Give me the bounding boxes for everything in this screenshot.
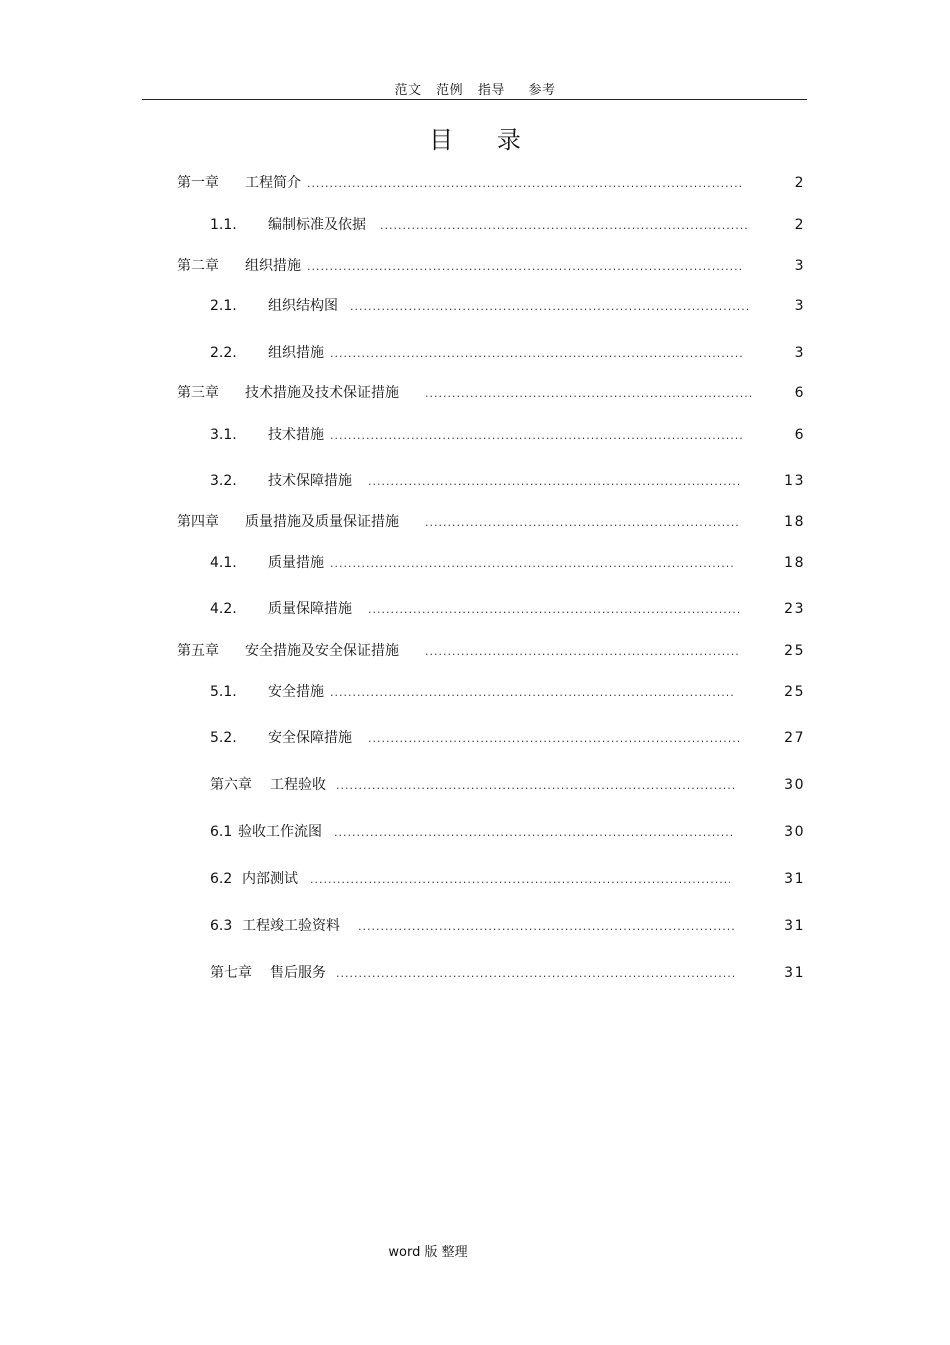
toc-entry-number: 第六章: [210, 777, 252, 793]
toc-entry-page: 18: [784, 514, 805, 530]
toc-entry-number: 5.2.: [210, 730, 237, 746]
toc-dot-leader: [336, 964, 734, 984]
toc-entry[interactable]: [210, 682, 805, 702]
toc-entry-number: 6.1: [210, 824, 233, 840]
toc-entry-label: 安全措施及安全保证措施: [245, 643, 399, 659]
toc-entry-number: 1.1.: [210, 217, 237, 233]
toc-entry[interactable]: [177, 512, 805, 532]
toc-entry[interactable]: [210, 425, 805, 445]
toc-dot-leader: [330, 683, 734, 703]
toc-entry-label: 质量措施: [268, 555, 324, 571]
toc-entry-page: 31: [784, 871, 805, 887]
toc-entry-number: 4.1.: [210, 555, 237, 571]
toc-entry-number: 6.3: [210, 918, 233, 934]
toc-entry[interactable]: [210, 471, 805, 491]
toc-dot-leader: [310, 870, 730, 890]
toc-dot-leader: [350, 297, 748, 317]
toc-entry-page: 6: [794, 427, 805, 443]
toc-dot-leader: [358, 917, 734, 937]
toc-entry-number: 2.2.: [210, 345, 237, 361]
toc-entry-number: 2.1.: [210, 298, 237, 314]
toc-entry-number: 6.2: [210, 871, 233, 887]
toc-entry-label: 组织措施: [245, 258, 301, 274]
header-item: 范文: [394, 83, 422, 98]
toc-entry-number: 第三章: [177, 385, 219, 401]
toc-entry-page: 23: [784, 601, 805, 617]
toc-entry[interactable]: [210, 775, 805, 795]
toc-entry[interactable]: [210, 599, 805, 619]
toc-dot-leader: [368, 729, 740, 749]
toc-entry-page: 13: [784, 473, 805, 489]
toc-entry-label: 验收工作流图: [238, 824, 322, 840]
toc-title-char: 目: [429, 126, 454, 154]
toc-dot-leader: [307, 257, 743, 277]
toc-entry-label: 技术措施: [268, 427, 324, 443]
toc-entry-page: 2: [794, 217, 805, 233]
toc-entry[interactable]: [177, 256, 805, 276]
toc-entry-number: 第四章: [177, 514, 219, 530]
toc-dot-leader: [307, 174, 743, 194]
toc-dot-leader: [425, 513, 741, 533]
toc-entry-number: 第二章: [177, 258, 219, 274]
toc-dot-leader: [425, 642, 741, 662]
toc-entry[interactable]: [210, 916, 805, 936]
toc-dot-leader: [330, 554, 734, 574]
toc-entry[interactable]: [210, 963, 805, 983]
toc-dot-leader: [336, 776, 734, 796]
toc-entry-number: 第五章: [177, 643, 219, 659]
toc-dot-leader: [330, 344, 744, 364]
toc-entry-page: 31: [784, 965, 805, 981]
toc-entry-label: 技术措施及技术保证措施: [245, 385, 399, 401]
toc-entry[interactable]: [210, 728, 805, 748]
toc-dot-leader: [330, 426, 744, 446]
toc-dot-leader: [368, 472, 740, 492]
toc-entry[interactable]: [177, 383, 805, 403]
toc-entry-label: 技术保障措施: [268, 473, 352, 489]
toc-entry[interactable]: [210, 822, 805, 842]
toc-dot-leader: [425, 384, 751, 404]
toc-entry-label: 工程验收: [270, 777, 326, 793]
toc-dot-leader: [380, 216, 750, 236]
toc-entry-page: 2: [794, 175, 805, 191]
toc-entry-number: 3.2.: [210, 473, 237, 489]
toc-entry-label: 工程竣工验资料: [242, 918, 340, 934]
toc-entry-page: 25: [784, 684, 805, 700]
toc-entry[interactable]: [210, 343, 805, 363]
running-footer: word 版 整理: [388, 1245, 468, 1260]
toc-entry[interactable]: [210, 215, 805, 235]
toc-entry[interactable]: [210, 869, 805, 889]
toc-entry-label: 质量措施及质量保证措施: [245, 514, 399, 530]
toc-entry-page: 3: [794, 258, 805, 274]
header-item: 指导: [477, 83, 505, 98]
toc-entry-label: 组织措施: [268, 345, 324, 361]
toc-entry-page: 3: [794, 298, 805, 314]
toc-entry-number: 4.2.: [210, 601, 237, 617]
toc-entry[interactable]: [210, 296, 805, 316]
toc-entry-number: 第七章: [210, 965, 252, 981]
toc-entry-number: 3.1.: [210, 427, 237, 443]
header-item: 范例: [436, 83, 464, 98]
toc-entry-label: 安全保障措施: [268, 730, 352, 746]
toc-title-char: 录: [496, 126, 521, 154]
toc-entry-page: 30: [784, 824, 805, 840]
toc-entry-label: 内部测试: [242, 871, 298, 887]
toc-entry-page: 3: [794, 345, 805, 361]
toc-entry-page: 6: [794, 385, 805, 401]
toc-entry-page: 18: [784, 555, 805, 571]
toc-entry-number: 第一章: [177, 175, 219, 191]
toc-entry-page: 25: [784, 643, 805, 659]
toc-entry-label: 编制标准及依据: [268, 217, 366, 233]
toc-entry-label: 组织结构图: [268, 298, 338, 314]
toc-entry-number: 5.1.: [210, 684, 237, 700]
toc-dot-leader: [368, 600, 740, 620]
toc-entry-label: 质量保障措施: [268, 601, 352, 617]
toc-entry-page: 30: [784, 777, 805, 793]
toc-entry[interactable]: [177, 173, 805, 193]
header-item: 参考: [528, 83, 556, 98]
toc-entry-label: 安全措施: [268, 684, 324, 700]
toc-entry-page: 27: [784, 730, 805, 746]
toc-entry-label: 售后服务: [270, 965, 326, 981]
toc-dot-leader: [334, 823, 732, 843]
toc-entry[interactable]: [210, 553, 805, 573]
toc-entry[interactable]: [177, 641, 805, 661]
toc-entry-page: 31: [784, 918, 805, 934]
toc-entry-label: 工程简介: [245, 175, 301, 191]
